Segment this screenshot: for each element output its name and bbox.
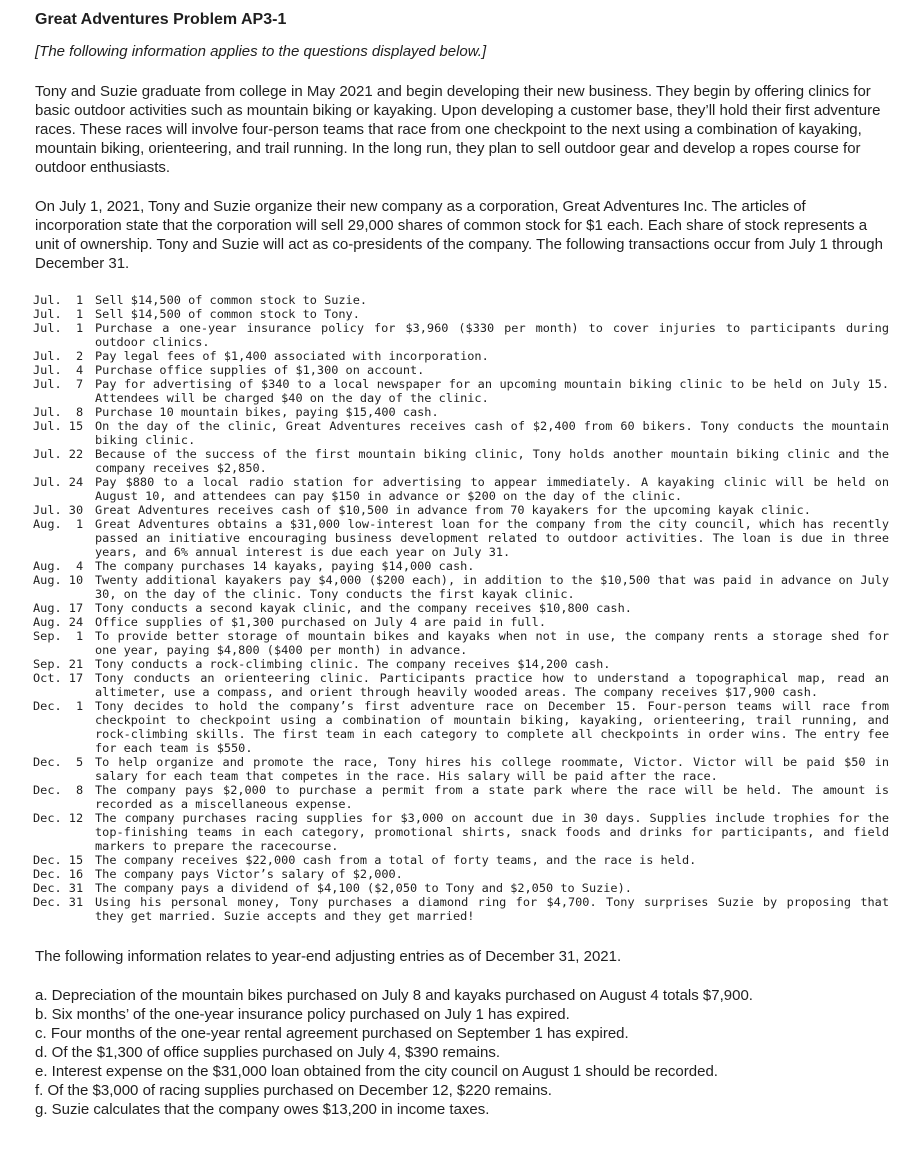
transaction-date: Jul. 1	[33, 307, 84, 321]
transaction-date: Jul. 4	[33, 363, 84, 377]
transaction-date: Dec. 31	[33, 895, 84, 909]
adjustment-item: f. Of the $3,000 of racing supplies purchased on December 12, $220 remains.	[35, 1082, 552, 1099]
transaction-text: Sell $14,500 of common stock to Suzie.	[95, 293, 368, 307]
adjustment-item: g. Suzie calculates that the company owes $13,200 in income taxes.	[35, 1101, 490, 1118]
transaction-date: Dec. 31	[33, 881, 84, 895]
transaction-text: To provide better storage of mountain bikes and kayaks when not in use, the company rents a storage shed for one year, paying $4,800 ($400 per month) in advance.	[95, 629, 889, 657]
transaction-text: Sell $14,500 of common stock to Tony.	[95, 307, 360, 321]
transaction-row	[33, 573, 889, 601]
adjustment-item: b. Six months’ of the one-year insurance policy purchased on July 1 has expired.	[35, 1006, 570, 1023]
adjustment-item: c. Four months of the one-year rental agreement purchased on September 1 has expired.	[35, 1025, 629, 1042]
transaction-row	[33, 811, 889, 853]
problem-page	[35, 9, 895, 1119]
transaction-date: Aug. 1	[33, 517, 84, 531]
transaction-text: Purchase 10 mountain bikes, paying $15,400 cash.	[95, 405, 439, 419]
problem-subtitle: [The following information applies to the questions displayed below.]	[35, 43, 487, 60]
transaction-row	[33, 895, 889, 923]
adjustments-intro: The following information relates to year-end adjusting entries as of December 31, 2021.	[35, 948, 622, 965]
transaction-date: Jul. 1	[33, 321, 84, 335]
transaction-date: Jul. 2	[33, 349, 84, 363]
transaction-text: Tony conducts an orienteering clinic. Participants practice how to understand a topographical map, read an altimeter, use a compass, and orient through heavily wooded areas. The company receives $17,900 cash.	[95, 671, 889, 699]
transaction-row	[33, 699, 889, 755]
transaction-row	[33, 783, 889, 811]
transaction-text: Tony decides to hold the company’s first adventure race on December 15. Four-person teams will race from checkpoint to checkpoint using a combination of mountain biking, kayaking, orienteering, trail running, and rock-climbing skills. The first team in each category to complete all checkpoints in order wins. The entry fee for each team is $550.	[95, 699, 889, 755]
transaction-date: Dec. 5	[33, 755, 84, 769]
transaction-row	[33, 377, 889, 405]
transaction-text: Pay legal fees of $1,400 associated with incorporation.	[95, 349, 489, 363]
transaction-row	[33, 559, 889, 573]
transaction-row	[33, 853, 889, 867]
transaction-text: The company purchases racing supplies for $3,000 on account due in 30 days. Supplies include trophies for the top-finishing teams in each category, promotional shirts, snack foods and drinks for participants, and field markers to prepare the racecourse.	[95, 811, 889, 853]
transaction-date: Jul. 15	[33, 419, 84, 433]
transaction-row	[33, 867, 889, 881]
transaction-date: Aug. 24	[33, 615, 84, 629]
transaction-text: Tony conducts a rock-climbing clinic. The company receives $14,200 cash.	[95, 657, 611, 671]
transaction-row	[33, 657, 889, 671]
transaction-date: Jul. 22	[33, 447, 84, 461]
transaction-row	[33, 349, 889, 363]
transaction-date: Dec. 16	[33, 867, 84, 881]
transaction-text: The company receives $22,000 cash from a total of forty teams, and the race is held.	[95, 853, 697, 867]
transaction-date: Jul. 30	[33, 503, 84, 517]
transaction-list	[33, 293, 889, 923]
transaction-text: The company pays $2,000 to purchase a permit from a state park where the race will be held. The amount is recorded as a miscellaneous expense.	[95, 783, 889, 811]
transaction-date: Aug. 10	[33, 573, 84, 587]
adjustment-item: a. Depreciation of the mountain bikes purchased on July 8 and kayaks purchased on August 4 totals $7,900.	[35, 987, 753, 1004]
intro-paragraph-1: Tony and Suzie graduate from college in May 2021 and begin developing their new business. They begin by offering clinics for basic outdoor activities such as mountain biking or kayaking. Upon developing a customer base, they’ll hold their first adventure races. These races will involve four-person teams that race from one checkpoint to the next using a combination of kayaking, mountain biking, orienteering, and trail running. In the long run, they plan to sell outdoor gear and develop a ropes course for outdoor enthusiasts.	[35, 83, 881, 176]
transaction-text: Office supplies of $1,300 purchased on July 4 are paid in full.	[95, 615, 547, 629]
transaction-row	[33, 307, 889, 321]
transaction-row	[33, 601, 889, 615]
transaction-text: On the day of the clinic, Great Adventures receives cash of $2,400 from 60 bikers. Tony conducts the mountain biking clinic.	[95, 419, 889, 447]
transaction-text: Purchase a one-year insurance policy for $3,960 ($330 per month) to cover injuries to participants during outdoor clinics.	[95, 321, 889, 349]
transaction-date: Aug. 4	[33, 559, 84, 573]
transaction-date: Dec. 8	[33, 783, 84, 797]
adjustments-list	[35, 986, 895, 1119]
transaction-text: Purchase office supplies of $1,300 on account.	[95, 363, 425, 377]
transaction-date: Aug. 17	[33, 601, 84, 615]
transaction-date: Dec. 15	[33, 853, 84, 867]
transaction-row	[33, 615, 889, 629]
transaction-text: Tony conducts a second kayak clinic, and the company receives $10,800 cash.	[95, 601, 632, 615]
transaction-text: Using his personal money, Tony purchases a diamond ring for $4,700. Tony surprises Suzie by proposing that they get married. Suzie accepts and they get married!	[95, 895, 889, 923]
transaction-row	[33, 755, 889, 783]
transaction-row	[33, 419, 889, 447]
transaction-date: Dec. 12	[33, 811, 84, 825]
transaction-date: Dec. 1	[33, 699, 84, 713]
problem-title: Great Adventures Problem AP3-1	[35, 11, 287, 28]
transaction-row	[33, 475, 889, 503]
transaction-text: To help organize and promote the race, Tony hires his college roommate, Victor. Victor will be paid $50 in salary for each team that competes in the race. His salary will be paid after the race.	[95, 755, 889, 783]
transaction-date: Sep. 21	[33, 657, 84, 671]
transaction-date: Jul. 8	[33, 405, 84, 419]
transaction-row	[33, 405, 889, 419]
transaction-text: The company pays a dividend of $4,100 ($2,050 to Tony and $2,050 to Suzie).	[95, 881, 632, 895]
transaction-row	[33, 517, 889, 559]
transaction-text: The company purchases 14 kayaks, paying $14,000 cash.	[95, 559, 475, 573]
transaction-text: Pay $880 to a local radio station for advertising to appear immediately. A kayaking clinic will be held on August 10, and attendees can pay $150 in advance or $200 on the day of the clinic.	[95, 475, 889, 503]
transaction-row	[33, 363, 889, 377]
transaction-row	[33, 503, 889, 517]
transaction-date: Jul. 24	[33, 475, 84, 489]
transaction-row	[33, 629, 889, 657]
adjustment-item: e. Interest expense on the $31,000 loan obtained from the city council on August 1 should be recorded.	[35, 1063, 718, 1080]
transaction-text: The company pays Victor’s salary of $2,000.	[95, 867, 403, 881]
transaction-row	[33, 447, 889, 475]
transaction-row	[33, 881, 889, 895]
transaction-date: Sep. 1	[33, 629, 84, 643]
transaction-text: Pay for advertising of $340 to a local newspaper for an upcoming mountain biking clinic to be held on July 15. Attendees will be charged $40 on the day of the clinic.	[95, 377, 889, 405]
transaction-row	[33, 671, 889, 699]
transaction-text: Great Adventures obtains a $31,000 low-interest loan for the company from the city council, which has recently passed an initiative encouraging business development related to outdoor activities. The loan is due in three years, and 6% annual interest is due each year on July 31.	[95, 517, 889, 559]
adjustment-item: d. Of the $1,300 of office supplies purchased on July 4, $390 remains.	[35, 1044, 501, 1061]
transaction-date: Jul. 1	[33, 293, 84, 307]
intro-paragraph-2: On July 1, 2021, Tony and Suzie organize their new company as a corporation, Great Adventures Inc. The articles of incorporation state that the corporation will sell 29,000 shares of common stock for $1 each. Each share of stock represents a unit of ownership. Tony and Suzie will act as co-presidents of the company. The following transactions occur from July 1 through December 31.	[35, 198, 883, 272]
transaction-row	[33, 293, 889, 307]
transaction-date: Oct. 17	[33, 671, 84, 685]
transaction-text: Because of the success of the first mountain biking clinic, Tony holds another mountain biking clinic and the company receives $2,850.	[95, 447, 889, 475]
transaction-row	[33, 321, 889, 349]
transaction-text: Great Adventures receives cash of $10,500 in advance from 70 kayakers for the upcoming kayak clinic.	[95, 503, 811, 517]
transaction-text: Twenty additional kayakers pay $4,000 ($200 each), in addition to the $10,500 that was paid in advance on July 30, on the day of the clinic. Tony conducts the first kayak clinic.	[95, 573, 889, 601]
transaction-date: Jul. 7	[33, 377, 84, 391]
